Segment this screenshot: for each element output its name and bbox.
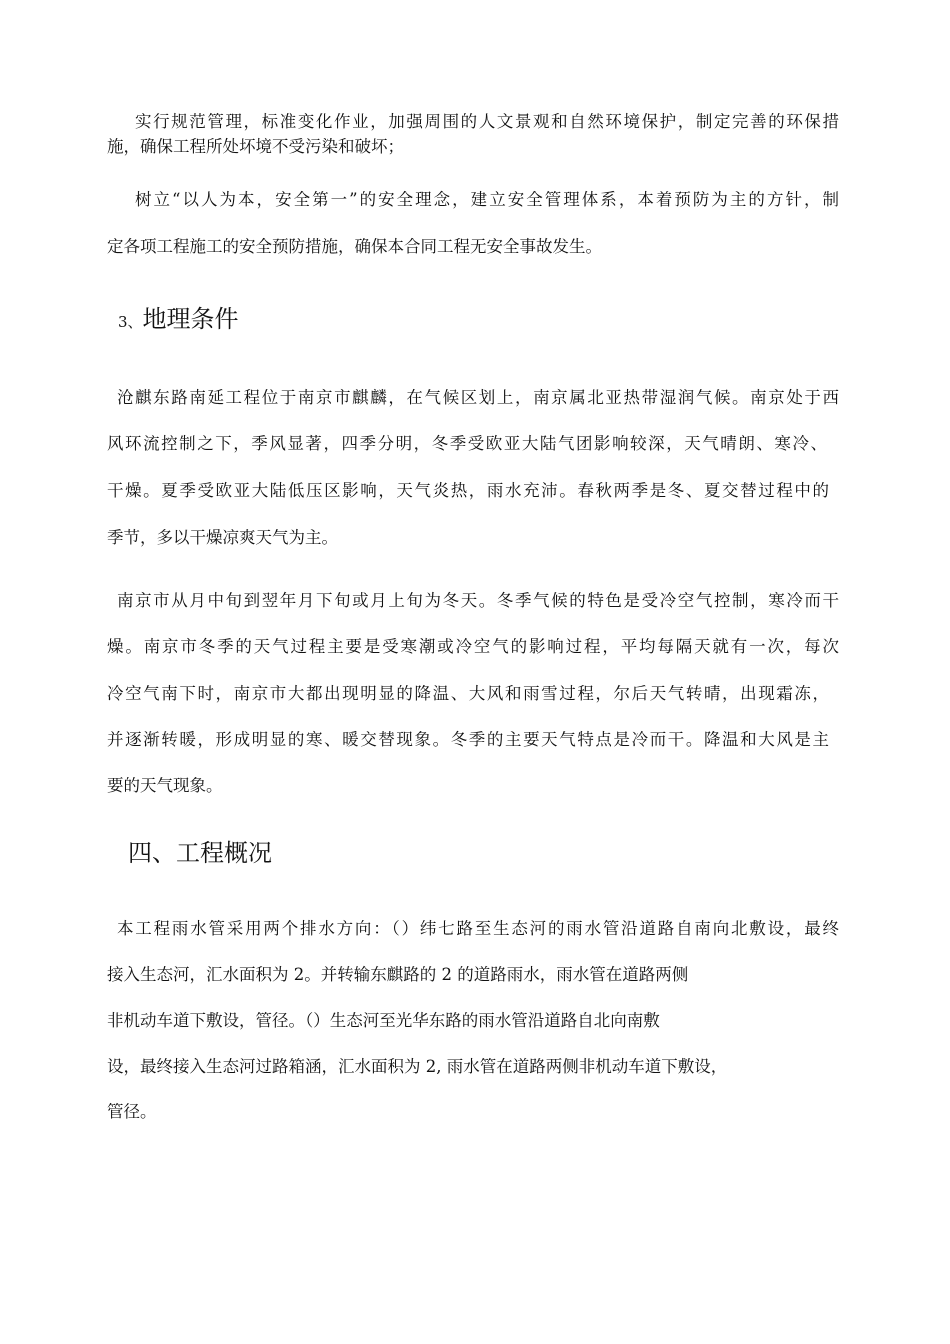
paragraph-5-line-5: 管径。 bbox=[107, 1102, 157, 1121]
paragraph-3-line-3: 干燥。夏季受欧亚大陆低压区影响，天气炎热，雨水充沛。春秋两季是冬、夏交替过程中的 bbox=[107, 481, 829, 500]
paragraph-4-line-2: 燥。南京市冬季的天气过程主要是受寒潮或冷空气的影响过程，平均每隔天就有一次，每次 bbox=[107, 637, 839, 656]
paragraph-4-line-3: 冷空气南下时，南京市大都出现明显的降温、大风和雨雪过程，尔后天气转晴，出现霜冻， bbox=[107, 684, 829, 703]
paragraph-1-line-1: 实行规范管理，标准变化作业，加强周围的人文景观和自然环境保护，制定完善的环保措 bbox=[135, 112, 839, 131]
paragraph-5-line-1: 本工程雨水管采用两个排水方向：（）纬七路至生态河的雨水管沿道路自南向北敷设，最终 bbox=[117, 919, 839, 938]
paragraph-5-line-3: 非机动车道下敷设，管径。（）生态河至光华东路的雨水管沿道路自北向南敷 bbox=[107, 1011, 660, 1030]
section-number: 3、 bbox=[118, 313, 143, 331]
section-heading-3 bbox=[118, 304, 239, 337]
section-heading-4: 四、工程概况 bbox=[128, 839, 272, 867]
paragraph-3-line-1: 沧麒东路南延工程位于南京市麒麟，在气候区划上，南京属北亚热带湿润气候。南京处于西 bbox=[117, 388, 839, 407]
paragraph-2-line-2: 定各项工程施工的安全预防措施，确保本合同工程无安全事故发生。 bbox=[107, 237, 602, 256]
paragraph-3-line-4: 季节，多以干燥凉爽天气为主。 bbox=[107, 528, 338, 547]
paragraph-5-line-2: 接入生态河，汇水面积为 2。并转输东麒路的 2 的道路雨水，雨水管在道路两侧 bbox=[107, 965, 689, 984]
section-title: 地理条件 bbox=[142, 305, 239, 333]
paragraph-2-line-1: 树立“以人为本，安全第一”的安全理念，建立安全管理体系，本着预防为主的方针，制 bbox=[135, 190, 839, 209]
paragraph-4-line-1: 南京市从月中旬到翌年月下旬或月上旬为冬天。冬季气候的特色是受冷空气控制，寒冷而干 bbox=[117, 591, 839, 610]
paragraph-5-line-4: 设，最终接入生态河过路箱涵，汇水面积为 2, 雨水管在道路两侧非机动车道下敷设， bbox=[107, 1057, 728, 1076]
paragraph-3-line-2: 风环流控制之下，季风显著，四季分明，冬季受欧亚大陆气团影响较深，天气晴朗、寒冷、 bbox=[107, 434, 827, 453]
paragraph-4-line-4: 并逐渐转暖，形成明显的寒、暖交替现象。冬季的主要天气特点是冷而干。降温和大风是主 bbox=[107, 730, 829, 749]
paragraph-1-line-2: 施，确保工程所处坏境不受污染和破坏； bbox=[107, 137, 404, 156]
paragraph-4-line-5: 要的天气现象。 bbox=[107, 776, 223, 795]
